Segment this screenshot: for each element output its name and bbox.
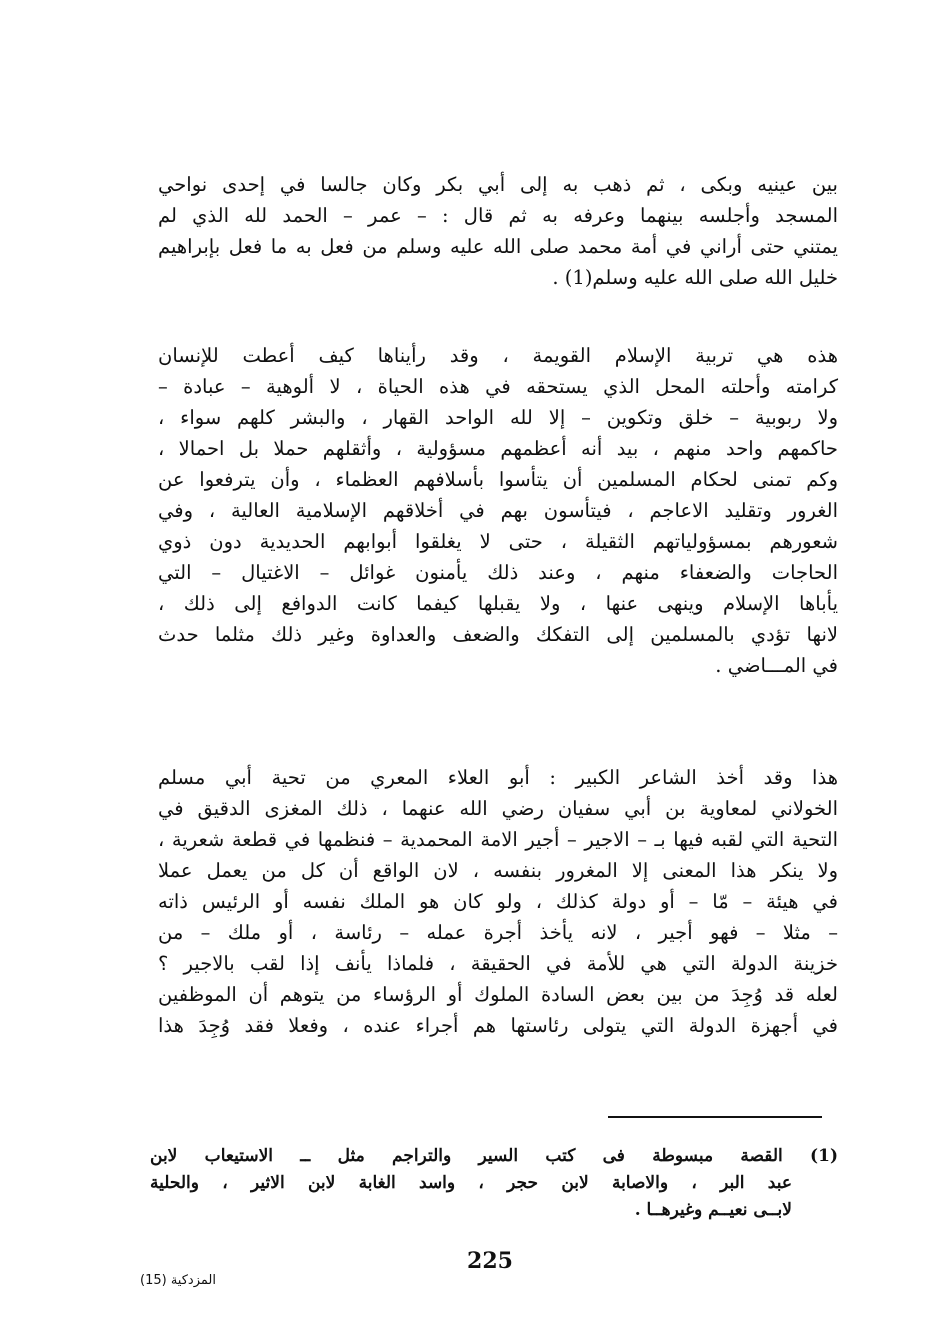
text-line: الغرور وتقليد الاعاجم ، فيتأسون بهم في أخلاقهم الإسلامية العالية ، وفي bbox=[158, 499, 838, 522]
paragraph-2 bbox=[158, 340, 838, 681]
text-line: هذا وقد أخذ الشاعر الكبير : أبو العلاء المعري من تحية أبي مسلم bbox=[158, 766, 838, 789]
text-line: الخولاني لمعاوية بن أبي سفيان رضي الله عنهما ، ذلك المغزى الدقيق في bbox=[158, 797, 838, 820]
text-line: خليل الله صلى الله عليه وسلم(1) . bbox=[552, 266, 838, 289]
text-line: في أجهزة الدولة التي يتولى رئاستها هم أجراء عنده ، وفعلا فقد وُجِدَ هذا bbox=[158, 1014, 838, 1037]
text-line: خزينة الدولة التي هي للأمة في الحقيقة ، فلماذا يأنف إذا لقب بالاجير ؟ bbox=[158, 952, 838, 975]
text-line: هذه هي تربية الإسلام القويمة ، وقد رأيناها كيف أعطت للإنسان bbox=[158, 344, 838, 367]
footnote-line: (1) القصة مبسوطة فى كتب السير والتراجم مثل ــ الاستيعاب لابن bbox=[150, 1146, 838, 1166]
page-number: 225 bbox=[467, 1248, 513, 1274]
text-line: لانها تؤدي بالمسلمين إلى التفكك والضعف والعداوة وغير ذلك مثلما حدث bbox=[158, 623, 838, 646]
text-line: حاكمهم واحد منهم ، بيد أنه أعظمهم مسؤولية ، وأثقلهم حملا بل احمالا ، bbox=[158, 437, 838, 460]
text-line: – مثلا – فهو أجير ، لانه يأخذ أجرة عمله – رئاسة ، أو ملك – من bbox=[158, 921, 838, 944]
text-line: ولا ربوبية – خلق وتكوين – إلا لله الواحد القهار ، والبشر كلهم سواء ، bbox=[158, 406, 838, 429]
footnote-line: عبد البر ، والاصابة لابن حجر ، واسد الغابة لابن الاثير ، والحلية bbox=[150, 1173, 792, 1193]
footnote-separator bbox=[608, 1116, 822, 1118]
text-line: يأباها الإسلام وينهى عنها ، ولا يقبلها كيفما كانت الدوافع إلى ذلك ، bbox=[158, 592, 838, 615]
text-line: المسجد وأجلسه بينهما وعرفه به ثم قال : – عمر – الحمد لله الذي لم bbox=[158, 204, 838, 227]
text-line: يمتني حتى أراني في أمة محمد صلى الله عليه وسلم من فعل به ما فعل بإبراهيم bbox=[158, 235, 838, 258]
text-line: شعورهم بمسؤولياتهم الثقيلة ، حتى لا يغلقوا أبوابهم الحديدية دون ذوي bbox=[158, 530, 838, 553]
text-line: ولا ينكر هذا المعنى إلا المغرور بنفسه ، لان الواقع أن كل من يعمل عملا bbox=[158, 859, 838, 882]
book-signature: المزدكية (15) bbox=[140, 1273, 216, 1288]
text-line: وكم تمنى لحكام المسلمين أن يتأسوا بأسلافهم العظماء ، وأن يترفعوا عن bbox=[158, 468, 838, 491]
footnote-line: لابــى نعيــم وغيرهــا . bbox=[634, 1200, 792, 1220]
text-line: كرامته وأحلته المحل الذي يستحقه في هذه الحياة ، لا ألوهية – عبادة – bbox=[158, 375, 838, 398]
text-line: في هيئة – مّا – أو دولة كذلك ، ولو كان هو الملك نفسه أو الرئيس ذاته bbox=[158, 890, 838, 913]
paragraph-1 bbox=[158, 169, 838, 293]
text-line: في المـــاضي . bbox=[715, 654, 838, 677]
text-line: لعله قد وُجِدَ من بين بعض السادة الملوك أو الرؤساء من يتوهم أن الموظفين bbox=[158, 983, 838, 1006]
footnote bbox=[150, 1143, 838, 1224]
paragraph-3 bbox=[158, 762, 838, 1041]
text-line: بين عينيه وبكى ، ثم ذهب به إلى أبي بكر وكان جالسا في إحدى نواحي bbox=[158, 173, 838, 196]
text-line: الحاجات والضعفاء منهم ، وعند ذلك يأمنون غوائل – الاغتيال – التي bbox=[158, 561, 838, 584]
text-line: التحية التي لقبه فيها بـ – الاجير – أجير الامة المحمدية – فنظمها في قطعة شعرية ، bbox=[158, 828, 838, 851]
